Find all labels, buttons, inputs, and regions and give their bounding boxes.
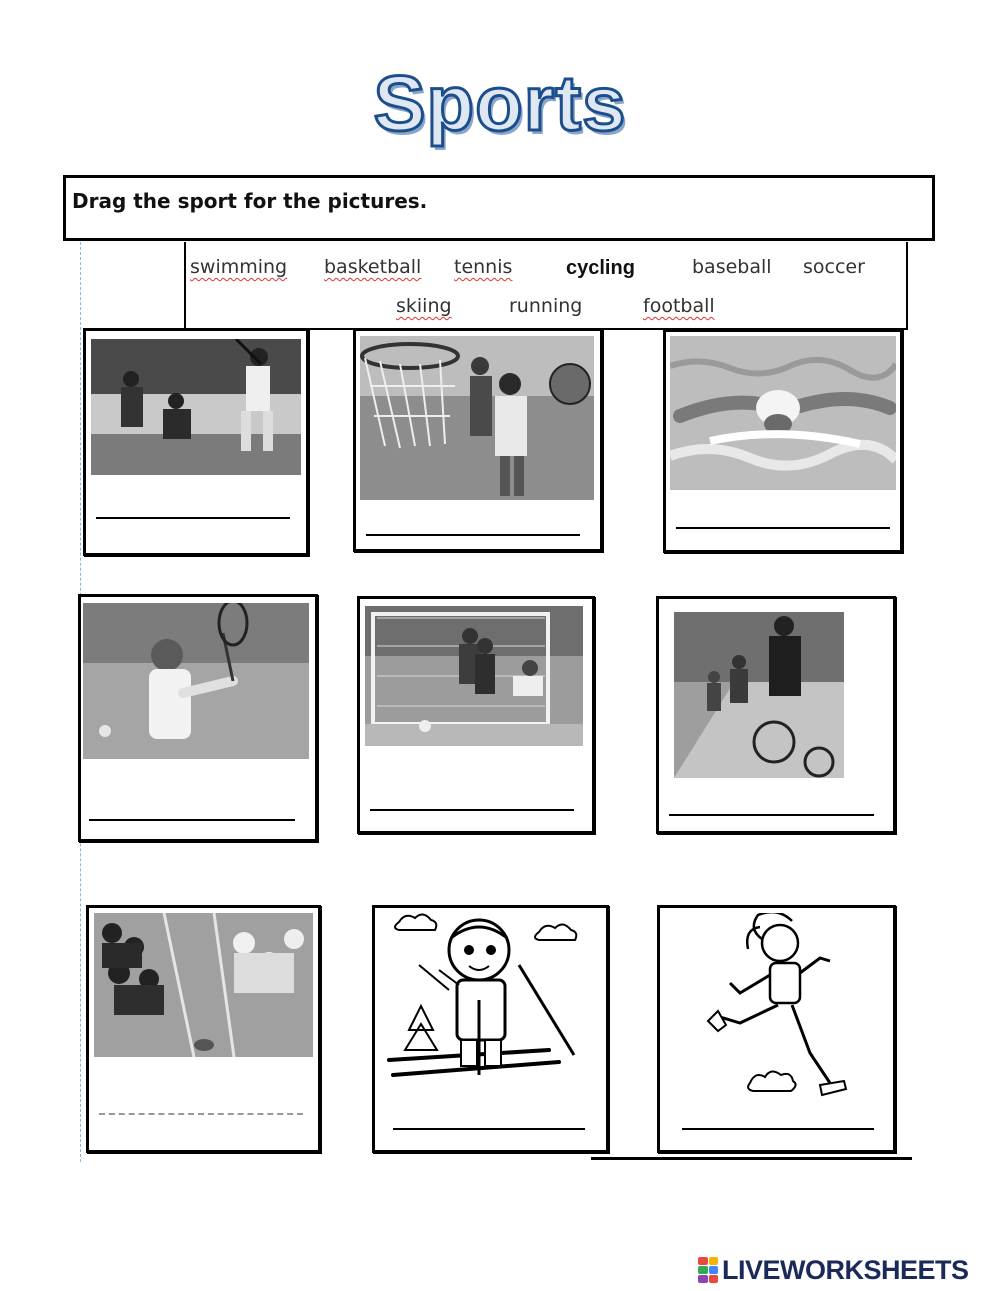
divider-line bbox=[591, 1157, 912, 1160]
word-skiing[interactable]: skiing bbox=[396, 295, 452, 317]
running-drawing bbox=[700, 913, 850, 1101]
answer-line[interactable] bbox=[366, 534, 580, 536]
tennis-photo bbox=[83, 603, 309, 759]
answer-line[interactable] bbox=[393, 1128, 585, 1130]
answer-line[interactable] bbox=[669, 814, 874, 816]
instruction-box bbox=[63, 175, 935, 241]
card-swimming bbox=[663, 329, 903, 553]
word-tennis[interactable]: tennis bbox=[454, 256, 513, 278]
logo-text: LIVEWORKSHEETS bbox=[722, 1254, 969, 1285]
word-basketball[interactable]: basketball bbox=[324, 256, 422, 278]
answer-line[interactable] bbox=[96, 517, 290, 519]
word-bank bbox=[184, 242, 908, 330]
answer-line[interactable] bbox=[682, 1128, 874, 1130]
card-running bbox=[657, 905, 896, 1153]
baseball-photo bbox=[91, 339, 301, 475]
answer-line[interactable] bbox=[370, 809, 574, 811]
word-soccer[interactable]: soccer bbox=[803, 256, 865, 278]
card-tennis bbox=[78, 594, 318, 842]
page-title: Sports bbox=[373, 59, 627, 147]
skiing-drawing bbox=[379, 910, 601, 1096]
logo-icon bbox=[698, 1257, 718, 1283]
liveworksheets-logo bbox=[698, 1254, 969, 1286]
card-baseball bbox=[83, 328, 309, 556]
answer-line[interactable] bbox=[676, 527, 890, 529]
card-soccer bbox=[357, 596, 595, 834]
soccer-photo bbox=[365, 606, 583, 746]
word-football[interactable]: football bbox=[643, 295, 715, 317]
football-photo bbox=[94, 913, 313, 1057]
word-cycling[interactable]: cycling bbox=[566, 257, 635, 279]
answer-line[interactable] bbox=[99, 1113, 303, 1115]
card-skiing bbox=[372, 905, 609, 1153]
card-basketball bbox=[353, 328, 603, 552]
instruction-text: Drag the sport for the pictures. bbox=[72, 189, 428, 213]
basketball-photo bbox=[360, 336, 594, 500]
cycling-photo bbox=[674, 612, 844, 778]
swimming-photo bbox=[670, 336, 896, 490]
card-football bbox=[86, 905, 321, 1153]
word-swimming[interactable]: swimming bbox=[190, 256, 288, 278]
word-running[interactable]: running bbox=[509, 295, 583, 317]
word-baseball[interactable]: baseball bbox=[692, 256, 772, 278]
card-cycling bbox=[656, 596, 896, 834]
answer-line[interactable] bbox=[89, 819, 295, 821]
